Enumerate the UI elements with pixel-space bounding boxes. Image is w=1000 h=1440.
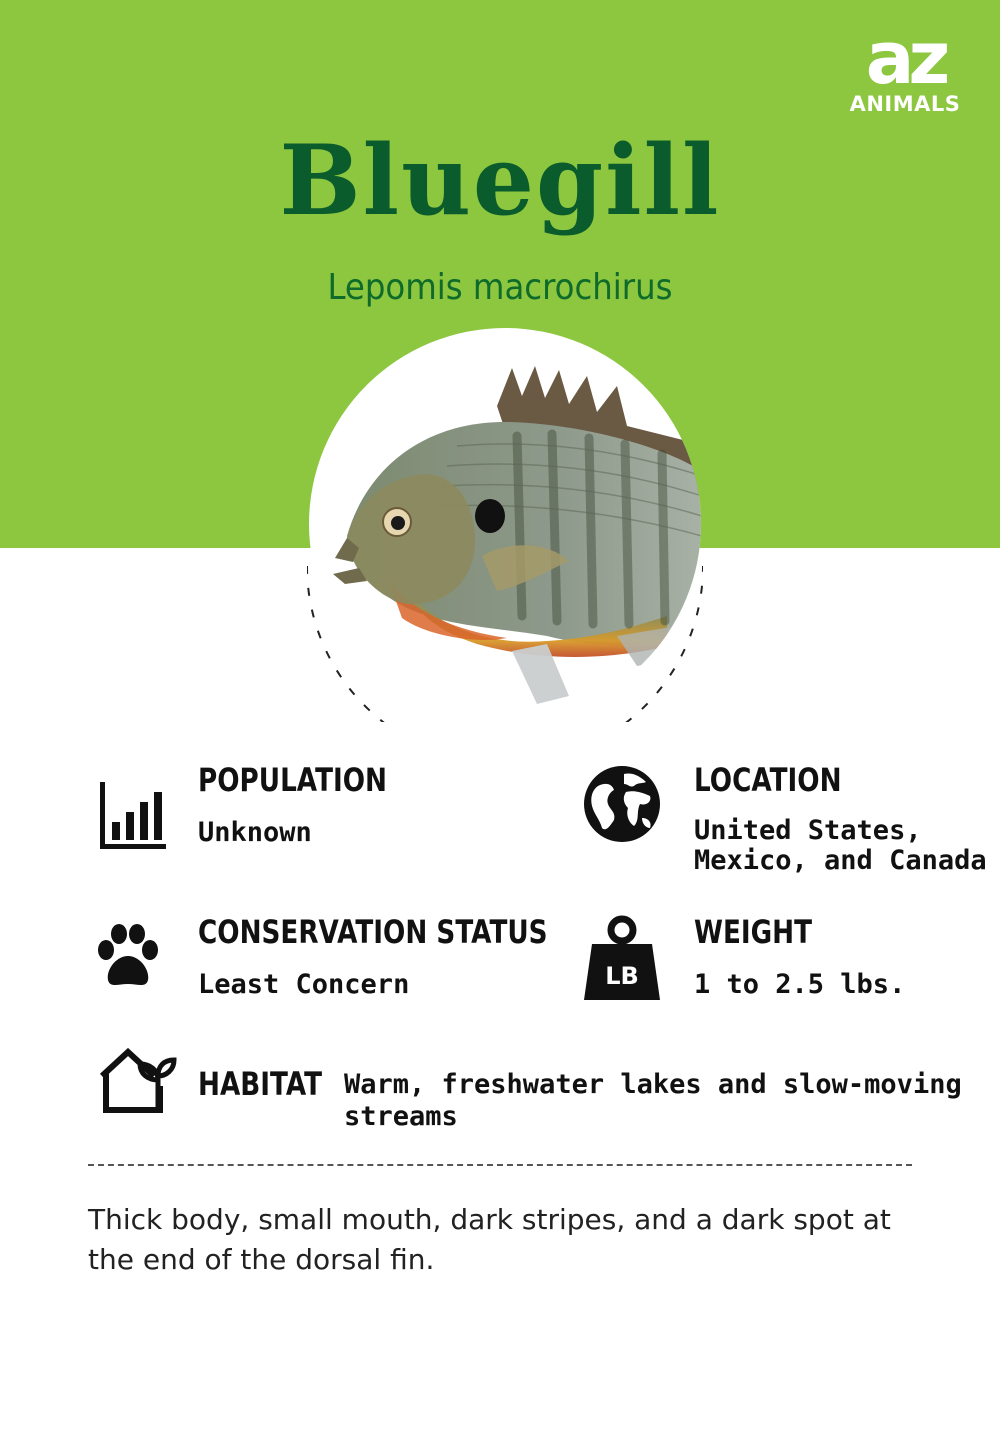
- animal-photo: [307, 326, 703, 722]
- weight-icon-text: LB: [605, 962, 639, 990]
- population-value: Unknown: [198, 817, 312, 848]
- paw-icon: [94, 922, 162, 990]
- weight-value: 1 to 2.5 lbs.: [694, 969, 906, 1000]
- animal-name: Bluegill: [279, 124, 721, 237]
- conservation-value: Least Concern: [198, 969, 410, 1000]
- population-label: POPULATION: [198, 761, 387, 799]
- house-plant-icon: [98, 1046, 178, 1114]
- habitat-label: HABITAT: [198, 1065, 323, 1103]
- bar-chart-icon: [96, 778, 168, 852]
- location-value-line1: United States,: [694, 815, 922, 846]
- logo-mark: az: [865, 16, 945, 100]
- az-animals-logo[interactable]: [842, 16, 968, 116]
- section-divider: [88, 1164, 912, 1166]
- globe-icon: [580, 762, 664, 846]
- logo-wordmark: ANIMALS: [849, 92, 961, 116]
- location-value-line2: Mexico, and Canada: [694, 845, 987, 876]
- weight-icon: [582, 914, 662, 1002]
- weight-label: WEIGHT: [694, 913, 813, 951]
- habitat-value-line1: Warm, freshwater lakes and slow-moving: [344, 1069, 962, 1100]
- habitat-value-line2: streams: [344, 1101, 458, 1132]
- animal-description: Thick body, small mouth, dark stripes, and a dark spot at the end of the dorsal fin.: [88, 1203, 891, 1276]
- location-label: LOCATION: [694, 761, 842, 799]
- conservation-label: CONSERVATION STATUS: [198, 913, 548, 951]
- scientific-name: Lepomis macrochirus: [327, 267, 673, 308]
